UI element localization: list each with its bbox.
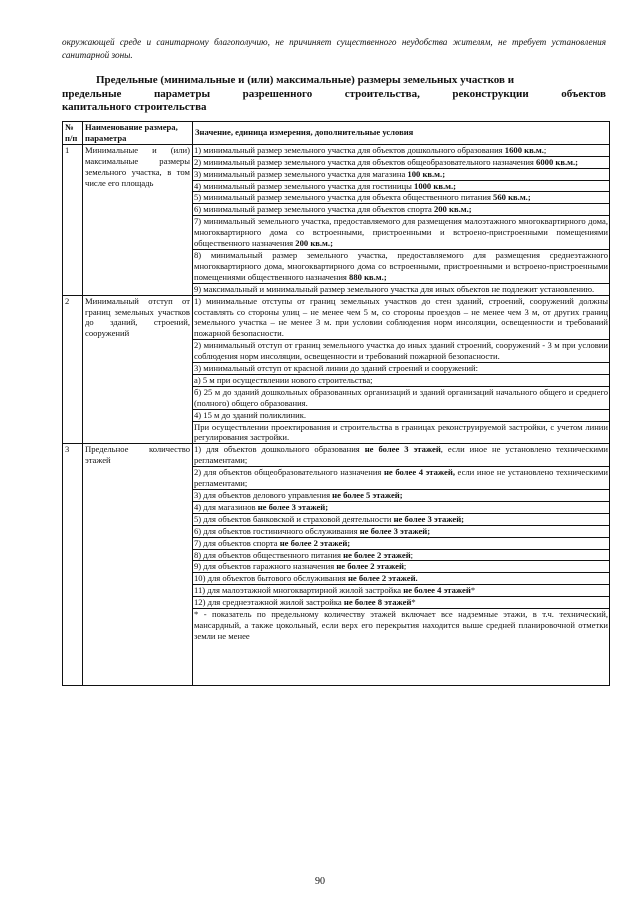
- row-number: 3: [63, 444, 83, 686]
- value-line-text: 4) минимальный размер земельного участка для гостиницы: [194, 180, 415, 191]
- value-line: [193, 573, 609, 585]
- parameter-name: Минимальные и (или) максимальные размеры земельного участка, в том числе его площадь: [83, 144, 193, 295]
- value-line: [193, 514, 609, 526]
- value-line-emphasis: не более 4 этажей: [403, 585, 471, 596]
- value-line: [193, 375, 609, 387]
- section-title: [62, 74, 606, 115]
- value-line-text: 2) минимальный размер земельного участка для объектов общеобразовательного назначения: [194, 156, 537, 167]
- value-line: [193, 192, 609, 204]
- section-title-line-1: Предельные (минимальные и (или) максимальные) размеры земельных участков и: [96, 74, 515, 86]
- value-line-emphasis: не более 3 этажей;: [257, 501, 329, 512]
- parameter-value-cell: [193, 295, 610, 444]
- value-line-text: 10) для объектов бытового обслуживания: [194, 573, 348, 584]
- value-line-text: 6) минимальный размер земельного участка для объектов спорта: [194, 204, 434, 215]
- value-line-text: 3) для объектов делового управления: [194, 490, 333, 500]
- value-line: [193, 340, 609, 363]
- value-line-text: 2) минимальный отступ от границ земельного участка до иных зданий строений, сооружений - 3 м при условии соблюдения норм инсоляции, освещенности и требований пожарной безопасности.: [194, 340, 608, 362]
- value-line-text: 3) минимальный отступ от красной линии до зданий строений и сооружений:: [194, 363, 479, 374]
- value-line-text: 5) минимальный размер земельного участка для объекта общественного питания: [194, 192, 494, 203]
- section-title-line-3: капитального строительства: [62, 101, 207, 113]
- header-num: № п/п: [63, 122, 83, 145]
- value-line-text: 2) для объектов общеобразовательного назначения: [194, 467, 384, 478]
- value-line-text: 9) для объектов гаражного назначения: [194, 561, 337, 572]
- value-line-emphasis: 200 кв.м.;: [433, 204, 472, 215]
- value-line: [193, 609, 609, 642]
- value-line-tail: ;: [403, 561, 407, 572]
- row-number: 1: [63, 144, 83, 295]
- value-line-text: 11) для малоэтажной многоквартирной жилой застройка: [194, 585, 404, 596]
- value-line: [193, 597, 609, 609]
- value-line: [193, 284, 609, 295]
- value-line: [193, 467, 609, 490]
- value-line-emphasis: 100 кв.м.;: [407, 168, 446, 179]
- value-line-emphasis: 6000 кв.м.;: [536, 156, 578, 167]
- value-line: [193, 538, 609, 550]
- value-line-text: 5) для объектов банковской и страховой деятельности: [194, 513, 394, 524]
- parameter-value-cell: [193, 444, 610, 686]
- value-line: [193, 444, 609, 467]
- value-line: [193, 502, 609, 514]
- value-line: [193, 169, 609, 181]
- value-line-emphasis: не более 4 этажей,: [383, 467, 455, 478]
- value-line-text: 9) максимальный и минимальный размер земельного участка для иных объектов не подлежит установлению.: [194, 283, 595, 294]
- parameter-name: Предельное количество этажей: [83, 444, 193, 686]
- value-line-text: 4) 15 м до зданий поликлиник.: [194, 409, 307, 420]
- value-line-text: 4) для магазинов: [194, 501, 258, 512]
- value-line: [193, 550, 609, 562]
- section-title-line-2: предельные параметры разрешенного строительства, реконструкции объектов: [62, 87, 606, 100]
- table-body: [63, 144, 610, 686]
- value-line-tail: если иное не установлено техническими регламентами;: [194, 467, 608, 489]
- value-line-emphasis: не более 2 этажей: [343, 549, 411, 560]
- value-line: [193, 181, 609, 193]
- value-line: [193, 526, 609, 538]
- page-number: 90: [315, 876, 325, 887]
- value-line: [193, 204, 609, 216]
- value-line-emphasis: не более 8 этажей: [343, 597, 412, 608]
- value-line: [193, 157, 609, 169]
- value-line: [193, 410, 609, 422]
- value-line: [193, 422, 609, 444]
- value-line-emphasis: 1000 кв.м.;: [414, 180, 456, 191]
- value-line-text: 1) минимальные отступы от границ земельных участков до стен зданий, строений, сооружений должны составлять со стороны улиц – не менее чем 5 м, со стороны проездов – не менее чем 3 м, от других границ земельного участка – не менее 3 м. при условии соблюдения норм инсоляции, освещенности и требований пожарной безопасности.: [194, 295, 608, 339]
- value-line-text: 12) для среднеэтажной жилой застройка: [194, 597, 344, 608]
- value-line-emphasis: не более 2 этажей;: [279, 537, 351, 548]
- value-line-emphasis: не более 3 этажей: [364, 444, 441, 455]
- value-line: [193, 145, 609, 157]
- value-line-tail: *: [470, 585, 476, 596]
- value-line-tail: , если иное не установлено техническими регламентами;: [194, 444, 608, 466]
- value-line-text: 1) для объектов дошкольного образования: [194, 444, 365, 455]
- value-line-tail: *: [411, 597, 416, 608]
- value-line-emphasis: не более 2 этажей: [336, 561, 404, 572]
- value-line-text: 3) минимальный размер земельного участка для магазина: [194, 168, 408, 179]
- value-line-emphasis: 1600 кв.м.: [504, 144, 544, 155]
- value-line-text: 8) минимальный размер земельного участка, предоставляемого для размещения среднеэтажного многоквартирного дома, многоквартирного дома со встроенными, пристроенными и встроено-пристроенными помещениями общественного назначения: [194, 249, 608, 282]
- table-row: [63, 444, 610, 686]
- value-line-text: * - показатель по предельному количеству этажей включает все надземные этажи, в т.ч. технический, мансардный, а также цокольный, если верх его перекрытия находится выше средней планировочной отметки земли не менее: [194, 609, 608, 641]
- value-line: [193, 561, 609, 573]
- value-line: [193, 363, 609, 375]
- header-value: Значение, единица измерения, дополнительные условия: [193, 122, 610, 145]
- value-line-tail: ;: [410, 549, 414, 560]
- value-line-emphasis: 560 кв.м.;: [493, 192, 531, 203]
- value-line-text: 7) для объектов спорта: [194, 537, 280, 548]
- value-line: [193, 585, 609, 597]
- intro-paragraph: окружающей среде и санитарному благополучию, не причиняет существенного неудобства жителям, не требует установления санитарной зоны.: [62, 37, 606, 60]
- value-line-text: 1) минимальный размер земельного участка для объектов дошкольного образования: [194, 144, 505, 155]
- row-number: 2: [63, 295, 83, 444]
- value-line-text: 8) для объектов общественного питания: [194, 549, 344, 560]
- value-line-emphasis: не более 3 этажей;: [359, 525, 431, 536]
- value-line: [193, 387, 609, 410]
- value-line-emphasis: не более 2 этажей.: [347, 573, 418, 584]
- value-line-emphasis: не более 5 этажей;: [332, 490, 403, 500]
- parameters-table: [62, 121, 610, 686]
- value-line-text: 6) для объектов гостиничного обслуживания: [194, 525, 360, 536]
- value-line-text: б) 25 м до зданий дошкольных образованных организаций и зданий организаций начального общего и среднего (полного) общего образования.: [194, 386, 608, 408]
- value-line-tail: ;: [543, 144, 547, 155]
- table-row: [63, 295, 610, 444]
- parameter-name: Минимальный отступ от границ земельных участков до зданий, строений, сооружений: [83, 295, 193, 444]
- value-line-text: При осуществлении проектирования и строительства в границах реконструируемой застройки, с учетом линии регулирования застройки.: [194, 421, 608, 443]
- value-line-text: 7) минимальный земельного участка, предоставляемого для размещения малоэтажного многоквартирного дома, многоквартирного дома со встроенными, пристроенными и встроено-пристроенными помещениями общественного назначения: [194, 216, 608, 249]
- value-line-emphasis: не более 3 этажей;: [393, 513, 465, 524]
- table-header-row: [63, 122, 610, 145]
- header-name: Наименование размера, параметра: [83, 122, 193, 145]
- parameter-value-cell: [193, 144, 610, 295]
- value-line: [193, 250, 609, 284]
- table-row: [63, 144, 610, 295]
- value-line-text: а) 5 м при осуществлении нового строительства;: [194, 374, 373, 385]
- value-line: [193, 296, 609, 341]
- value-line: [193, 216, 609, 250]
- value-line-emphasis: 200 кв.м.;: [295, 238, 333, 249]
- value-line: [193, 490, 609, 502]
- value-line-emphasis: 880 кв.м.;: [349, 271, 387, 282]
